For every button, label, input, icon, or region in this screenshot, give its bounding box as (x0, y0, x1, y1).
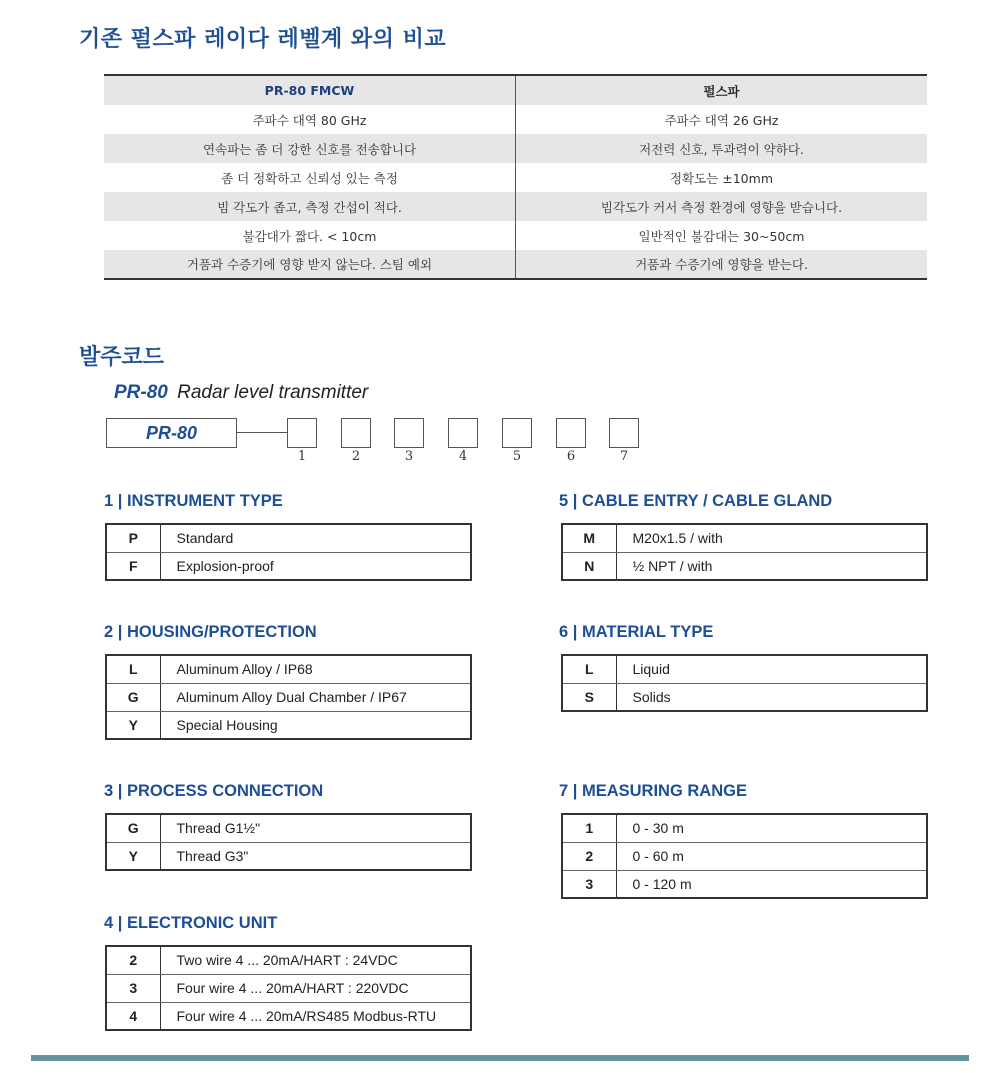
option-code: 1 (562, 814, 616, 842)
code-slot-number: 6 (566, 449, 576, 464)
section-housing-title: 2 | HOUSING/PROTECTION (104, 623, 317, 641)
code-prefix-box: PR-80 (106, 418, 237, 448)
comparison-cell-fmcw: 좀 더 정확하고 신뢰성 있는 측정 (104, 163, 516, 192)
comparison-header-fmcw: PR-80 FMCW (104, 75, 516, 105)
option-row (562, 552, 927, 580)
comparison-header-row (104, 75, 927, 105)
code-connector-line (237, 432, 287, 433)
code-slot-1 (287, 418, 317, 448)
option-row (106, 1002, 471, 1030)
section-electronic-unit-title: 4 | ELECTRONIC UNIT (104, 914, 278, 932)
option-row (106, 842, 471, 870)
section-process-connection-title: 3 | PROCESS CONNECTION (104, 782, 324, 800)
option-code: S (562, 683, 616, 711)
option-row (106, 946, 471, 974)
option-desc: Special Housing (176, 716, 278, 733)
section-instrument-type-title: 1 | INSTRUMENT TYPE (104, 492, 283, 510)
comparison-cell-pulse: 거품과 수증기에 영향을 받는다. (516, 250, 928, 279)
comparison-table (104, 74, 927, 280)
option-code: Y (106, 711, 160, 739)
code-slot-3 (394, 418, 424, 448)
option-row (562, 524, 927, 552)
code-slot-7 (609, 418, 639, 448)
section-cable-entry-table (561, 523, 928, 581)
comparison-cell-pulse: 주파수 대역 26 GHz (664, 112, 779, 128)
option-code: L (106, 655, 160, 683)
section-housing-table (105, 654, 472, 740)
comparison-cell-fmcw: 연속파는 좀 더 강한 신호를 전송합니다 (104, 134, 516, 163)
comparison-cell-fmcw: 빔 각도가 좁고, 측정 간섭이 적다. (104, 192, 516, 221)
option-code: 2 (106, 946, 160, 974)
option-desc: Two wire 4 ... 20mA/HART : 24VDC (160, 946, 471, 974)
code-slot-number: 2 (351, 449, 361, 464)
option-row (106, 814, 471, 842)
section-measuring-range-table (561, 813, 928, 899)
comparison-row (104, 134, 927, 163)
section-measuring-range-title: 7 | MEASURING RANGE (559, 782, 747, 800)
option-row (106, 974, 471, 1002)
code-slot-number: 7 (619, 449, 629, 464)
comparison-row (104, 105, 927, 134)
comparison-header-pulse: 펄스파 (516, 75, 928, 105)
code-slot-6 (556, 418, 586, 448)
product-model: PR-80 (114, 382, 168, 403)
option-row (562, 870, 927, 898)
comparison-row (104, 221, 927, 250)
option-code: N (562, 552, 616, 580)
comparison-cell-pulse: 정확도는 ±10mm (669, 170, 773, 186)
comparison-cell-pulse: 빔각도가 커서 측정 환경에 영향을 받습니다. (516, 192, 928, 221)
option-row (106, 524, 471, 552)
code-slot-5 (502, 418, 532, 448)
section-instrument-type-table (105, 523, 472, 581)
option-desc: 0 - 30 m (616, 814, 927, 842)
order-code-title: 발주코드 (79, 345, 165, 370)
option-desc: Thread G3" (176, 847, 249, 864)
option-desc: Standard (160, 524, 471, 552)
comparison-cell-fmcw: 주파수 대역 80 GHz (104, 105, 516, 134)
section-material-type-title: 6 | MATERIAL TYPE (559, 623, 714, 641)
option-row (562, 655, 927, 683)
option-desc: Solids (632, 688, 671, 705)
option-code: 3 (562, 870, 616, 898)
code-slot-4 (448, 418, 478, 448)
option-desc: ½ NPT / with (632, 557, 713, 574)
option-row (106, 711, 471, 739)
code-slot-number: 3 (404, 449, 414, 464)
option-code: L (562, 655, 616, 683)
option-row (562, 683, 927, 711)
option-desc: Aluminum Alloy Dual Chamber / IP67 (160, 683, 471, 711)
comparison-title: 기존 펄스파 레이다 레벨계 와의 비교 (79, 27, 447, 52)
option-desc: Aluminum Alloy / IP68 (160, 655, 471, 683)
comparison-cell-fmcw: 불감대가 짧다. < 10cm (104, 221, 516, 250)
option-desc: Thread G1½" (160, 814, 471, 842)
section-electronic-unit-table (105, 945, 472, 1031)
product-line (114, 382, 368, 404)
code-slot-number: 1 (297, 449, 307, 464)
comparison-row (104, 192, 927, 221)
option-code: 2 (562, 842, 616, 870)
section-process-connection-table (105, 813, 472, 871)
comparison-cell-pulse: 일반적인 불감대는 30~50cm (638, 228, 805, 244)
option-code: M (562, 524, 616, 552)
option-desc: 0 - 60 m (616, 842, 927, 870)
option-row (106, 683, 471, 711)
comparison-row (104, 163, 927, 192)
option-desc: Four wire 4 ... 20mA/HART : 220VDC (160, 974, 471, 1002)
option-code: P (106, 524, 160, 552)
option-desc: Four wire 4 ... 20mA/RS485 Modbus-RTU (176, 1007, 437, 1024)
option-row (562, 842, 927, 870)
option-code: F (106, 552, 160, 580)
comparison-row (104, 250, 927, 279)
option-desc: M20x1.5 / with (616, 524, 927, 552)
comparison-cell-pulse: 저전력 신호, 투과력이 약하다. (516, 134, 928, 163)
option-code: G (106, 814, 160, 842)
option-desc: Explosion-proof (176, 557, 274, 574)
option-desc: 0 - 120 m (632, 875, 692, 892)
option-code: 4 (106, 1002, 160, 1030)
code-slot-number: 4 (458, 449, 468, 464)
option-row (106, 552, 471, 580)
option-row (562, 814, 927, 842)
option-row (106, 655, 471, 683)
footer-divider (31, 1055, 969, 1061)
option-code: 3 (106, 974, 160, 1002)
section-cable-entry-title: 5 | CABLE ENTRY / CABLE GLAND (559, 492, 833, 510)
code-slot-2 (341, 418, 371, 448)
section-material-type-table (561, 654, 928, 712)
code-slot-number: 5 (512, 449, 522, 464)
option-desc: Liquid (616, 655, 927, 683)
product-name: Radar level transmitter (177, 382, 369, 403)
comparison-cell-fmcw: 거품과 수증기에 영향 받지 않는다. 스팀 예외 (104, 250, 516, 279)
option-code: G (106, 683, 160, 711)
option-code: Y (106, 842, 160, 870)
